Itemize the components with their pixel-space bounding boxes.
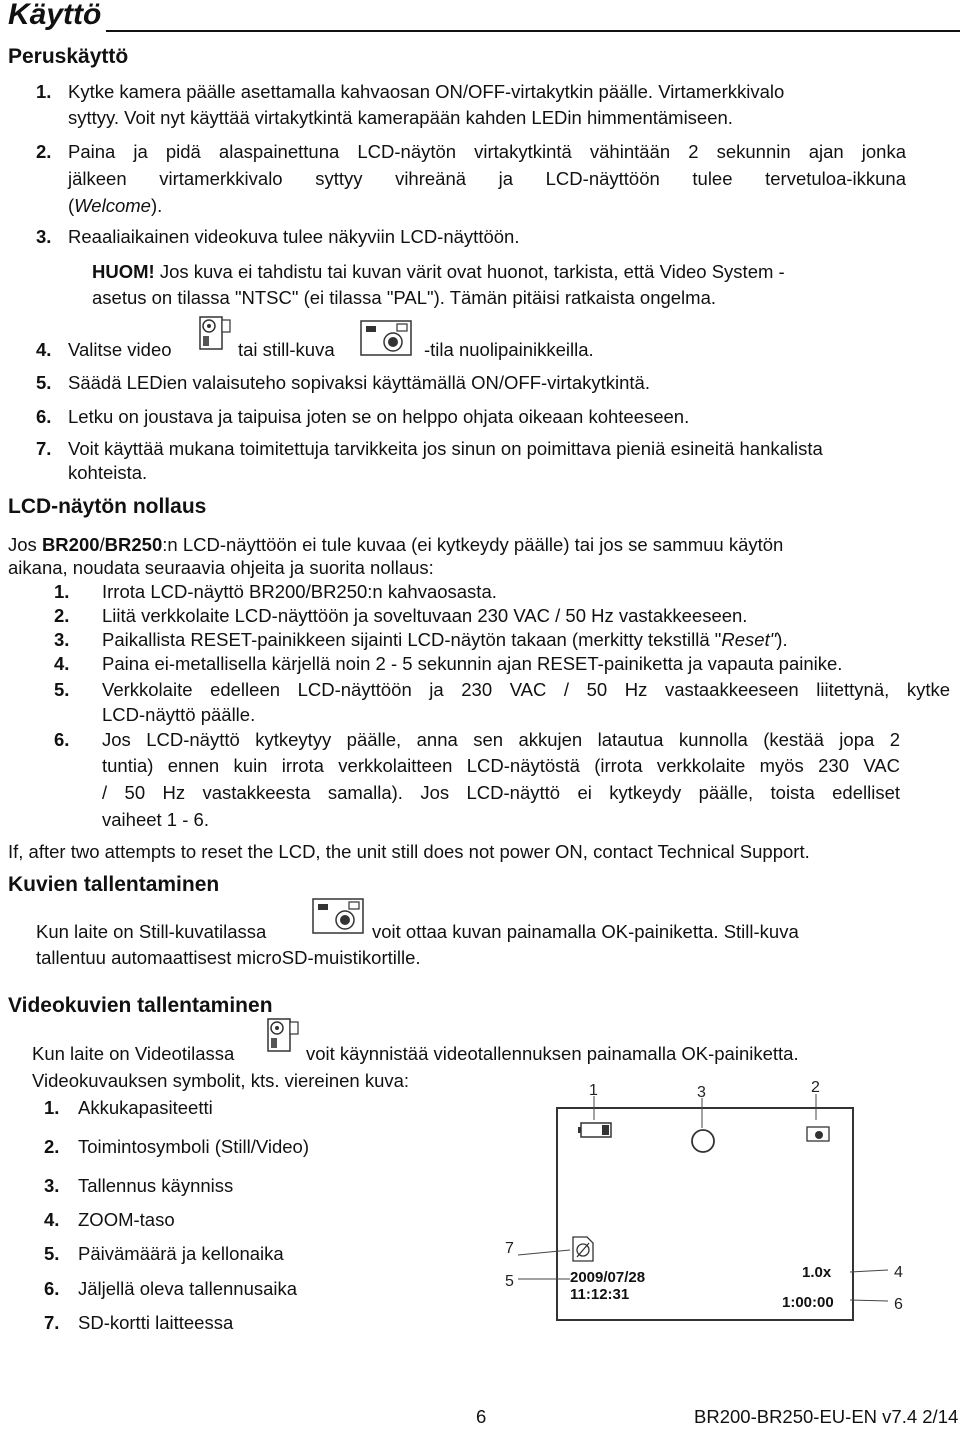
text-fragment: Jos	[8, 534, 42, 555]
list-number: 5.	[44, 1243, 60, 1264]
list-item-text: Säädä LEDien valaisuteho sopivaksi käyttämällä ON/OFF-virtakytkintä.	[68, 372, 650, 393]
photo-text: Kun laite on Still-kuvatilassa	[36, 921, 267, 942]
list-item-text: Liitä verkkolaite LCD-näyttöön ja soveltuvaan 230 VAC / 50 Hz vastakkeeseen.	[102, 605, 748, 626]
list-number: 5.	[36, 372, 52, 393]
list-item-text: Jos LCD-näyttö kytkeytyy päälle, anna sen akkujen latautua kunnolla (kestää jopa 2	[102, 729, 900, 750]
text-fragment: ).	[150, 195, 163, 216]
list-item-text: / 50 Hz vastakkeesta samalla). Jos LCD-näyttö ei kytkeydy päälle, toista edelliset	[102, 782, 900, 803]
section-heading-basic: Peruskäyttö	[8, 45, 129, 68]
list-number: 1.	[44, 1097, 60, 1118]
list-number: 7.	[36, 438, 52, 459]
legend-item: ZOOM-taso	[78, 1209, 175, 1230]
still-camera-icon	[312, 898, 364, 934]
text-fragment: (	[68, 195, 75, 216]
list-number: 3.	[54, 629, 70, 650]
section-heading-video: Videokuvien tallentaminen	[8, 994, 273, 1017]
section-heading-photo: Kuvien tallentaminen	[8, 873, 220, 896]
list-number: 6.	[36, 406, 52, 427]
list-item-text: syttyy. Voit nyt käyttää virtakytkintä kamerapään kahden LEDin himmentämiseen.	[68, 107, 733, 128]
list-item-text	[102, 627, 788, 652]
note-text	[92, 259, 785, 284]
legend-item: Toimintosymboli (Still/Video)	[78, 1136, 309, 1157]
lcd-date: 2009/07/28	[570, 1269, 646, 1286]
footer-doc-id: BR200-BR250-EU-EN v7.4 2/14	[694, 1406, 959, 1427]
list-number: 3.	[36, 226, 52, 247]
callout-label: 5	[505, 1273, 514, 1290]
photo-text: voit ottaa kuvan painamalla OK-painiketta. Still-kuva	[372, 921, 799, 942]
lcd-zoom: 1.0x	[802, 1264, 832, 1281]
list-item-text: Kytke kamera päälle asettamalla kahvaosan ON/OFF-virtakytkin päälle. Virtamerkkivalo	[68, 81, 785, 102]
video-text: voit käynnistää videotallennuksen painamalla OK-painiketta.	[306, 1043, 799, 1064]
callout-label: 3	[697, 1084, 706, 1101]
list-number: 4.	[44, 1209, 60, 1230]
list-item-text: kohteista.	[68, 462, 148, 483]
note-label: HUOM!	[92, 261, 155, 282]
lcd-screen-diagram	[490, 1072, 920, 1332]
list-item-text: jälkeen virtamerkkivalo syttyy vihreänä ja LCD-näyttöön tulee tervetuloa-ikkuna	[68, 168, 906, 189]
reset-intro	[8, 532, 783, 557]
list-item-text: Voit käyttää mukana toimitettuja tarvikkeita jos sinun on poimittava pieniä esineitä hankalista	[68, 438, 823, 459]
text-fragment: :n LCD-näyttöön ei tule kuvaa (ei kytkeydy päälle) tai jos se sammuu käytön	[162, 534, 784, 555]
emphasis-welcome: Welcome	[74, 195, 151, 216]
callout-label: 7	[505, 1240, 514, 1257]
legend-item: Jäljellä oleva tallennusaika	[78, 1278, 298, 1299]
legend-item: Akkukapasiteetti	[78, 1097, 213, 1118]
list-number: 3.	[44, 1175, 60, 1196]
list-item-text	[68, 193, 162, 218]
text-fragment: /	[99, 534, 105, 555]
callout-label: 1	[589, 1082, 598, 1099]
legend-item: Tallennus käynniss	[78, 1175, 234, 1196]
lcd-time: 11:12:31	[570, 1286, 630, 1303]
list-item-text: LCD-näyttö päälle.	[102, 704, 256, 725]
support-note: If, after two attempts to reset the LCD, the unit still does not power ON, contact Technical Support.	[8, 841, 810, 862]
list-item-text: tuntia) ennen kuin irrota verkkolaitteen LCD-näytöstä (irrota verkkolaite myös 230 VAC	[102, 755, 900, 776]
title-rule	[106, 30, 960, 32]
list-number: 2.	[44, 1136, 60, 1157]
list-item-text: vaiheet 1 - 6.	[102, 809, 209, 830]
list-item-text: Letku on joustava ja taipuisa joten se on helppo ohjata oikeaan kohteeseen.	[68, 406, 690, 427]
list-item-text: -tila nuolipainikkeilla.	[424, 339, 594, 360]
legend-item: SD-kortti laitteessa	[78, 1312, 234, 1333]
list-number: 4.	[36, 339, 52, 360]
video-text: Videokuvauksen symbolit, kts. viereinen kuva:	[32, 1070, 410, 1091]
list-item-text: Irrota LCD-näyttö BR200/BR250:n kahvaosasta.	[102, 581, 497, 602]
legend-item: Päivämäärä ja kellonaika	[78, 1243, 284, 1264]
list-number: 6.	[44, 1278, 60, 1299]
section-heading-reset: LCD-näytön nollaus	[8, 495, 207, 518]
emphasis-reset: Reset"	[721, 629, 777, 650]
list-number: 4.	[54, 653, 70, 674]
still-camera-icon	[360, 320, 412, 356]
battery-icon	[578, 1122, 612, 1138]
list-item-text: Valitse video	[68, 339, 172, 360]
callout-label: 4	[894, 1264, 903, 1281]
list-number: 1.	[54, 581, 70, 602]
recording-indicator-icon	[690, 1128, 716, 1154]
list-number: 6.	[54, 729, 70, 750]
list-item-text: Reaaliaikainen videokuva tulee näkyviin LCD-näyttöön.	[68, 226, 520, 247]
model-name: BR250	[104, 534, 163, 555]
footer-page-number: 6	[476, 1406, 487, 1427]
callout-label: 6	[894, 1296, 903, 1313]
lcd-remaining-time: 1:00:00	[782, 1294, 834, 1311]
still-camera-icon	[806, 1126, 830, 1142]
list-item-text: Verkkolaite edelleen LCD-näyttöön ja 230 VAC / 50 Hz vastaakkeeseen liitettynä, kytke	[102, 679, 950, 700]
video-camera-icon	[198, 316, 232, 356]
list-item-text: tai still-kuva	[238, 339, 335, 360]
list-item-text: Paina ja pidä alaspainettuna LCD-näytön virtakytkintä vähintään 2 sekunnin ajan jonka	[68, 141, 906, 162]
list-number: 2.	[54, 605, 70, 626]
text-fragment: ).	[776, 629, 788, 650]
list-number: 5.	[54, 679, 70, 700]
page-title: Käyttö	[8, 0, 102, 31]
callout-label: 2	[811, 1079, 820, 1096]
video-camera-icon	[266, 1018, 300, 1058]
text-fragment: Paikallista RESET-painikkeen sijainti LCD-näytön takaan (merkitty tekstillä "	[102, 629, 722, 650]
video-text: Kun laite on Videotilassa	[32, 1043, 235, 1064]
sd-card-icon	[572, 1236, 594, 1262]
list-number: 1.	[36, 81, 52, 102]
list-number: 7.	[44, 1312, 60, 1333]
model-name: BR200	[41, 534, 100, 555]
list-number: 2.	[36, 141, 52, 162]
list-item-text: Paina ei-metallisella kärjellä noin 2 - 5 sekunnin ajan RESET-painiketta ja vapauta painike.	[102, 653, 843, 674]
text-fragment: Jos kuva ei tahdistu tai kuvan värit ovat huonot, tarkista, että Video System -	[154, 261, 785, 282]
reset-intro: aikana, noudata seuraavia ohjeita ja suorita nollaus:	[8, 557, 434, 578]
photo-text: tallentuu automaattisest microSD-muistikortille.	[36, 947, 421, 968]
note-text: asetus on tilassa "NTSC" (ei tilassa "PAL"). Tämän pitäisi ratkaista ongelma.	[92, 287, 717, 308]
